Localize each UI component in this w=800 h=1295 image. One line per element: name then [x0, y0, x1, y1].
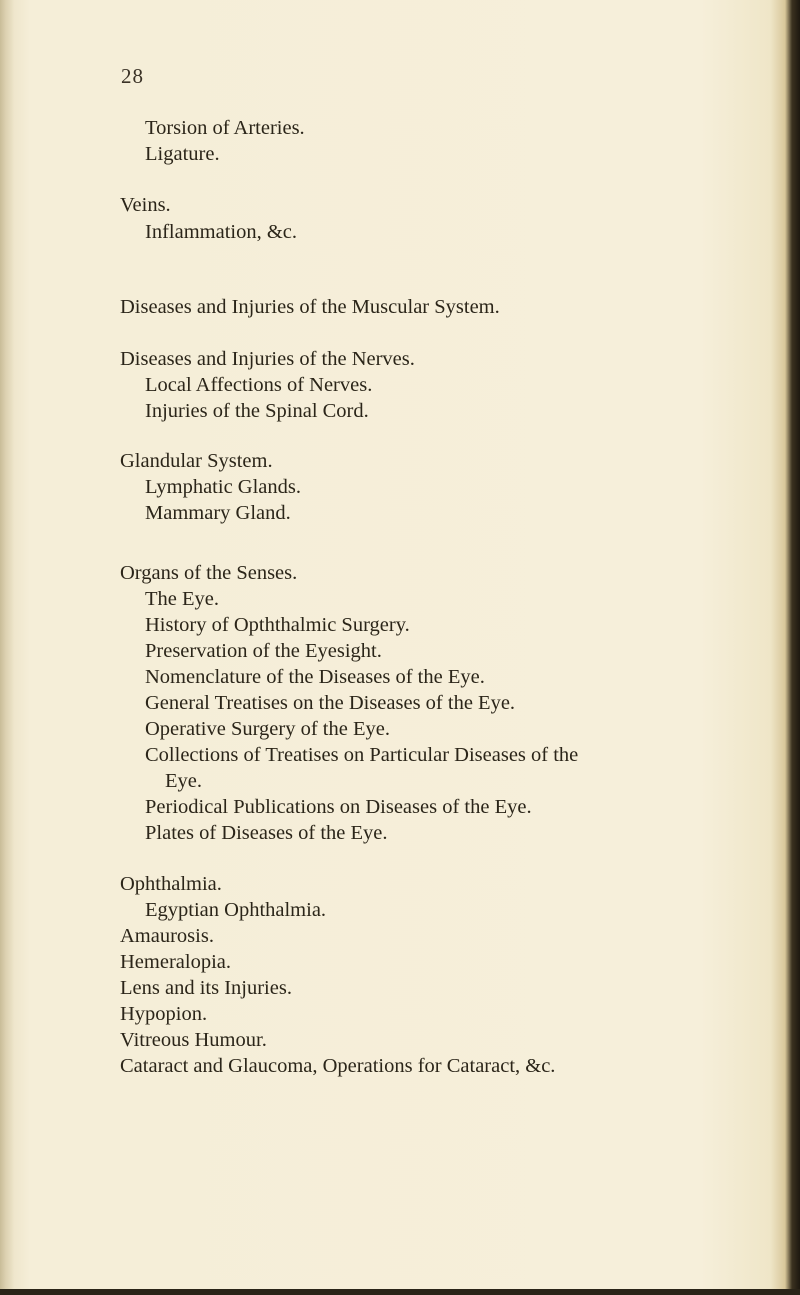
- heading-amaurosis: Amaurosis.: [120, 925, 214, 947]
- entry-plates-diseases-eye: Plates of Diseases of the Eye.: [145, 822, 388, 844]
- entry-lymphatic-glands: Lymphatic Glands.: [145, 476, 302, 498]
- heading-organs-of-senses: Organs of the Senses.: [120, 562, 298, 584]
- entry-torsion-of-arteries: Torsion of Arteries.: [145, 117, 305, 139]
- entry-collections-of-treatises: Collections of Treatises on Particular Diseases of the: [145, 744, 579, 766]
- entry-egyptian-ophthalmia: Egyptian Ophthalmia.: [145, 899, 327, 921]
- entry-collections-continuation: Eye.: [165, 770, 202, 792]
- entry-inflammation: Inflammation, &c.: [145, 221, 297, 243]
- heading-hemeralopia: Hemeralopia.: [120, 951, 231, 973]
- entry-periodical-publications: Periodical Publications on Diseases of the Eye.: [145, 796, 532, 818]
- heading-lens-injuries: Lens and its Injuries.: [120, 977, 292, 999]
- entry-spinal-cord: Injuries of the Spinal Cord.: [145, 400, 369, 422]
- heading-muscular-system: Diseases and Injuries of the Muscular System.: [120, 296, 500, 318]
- heading-cataract-glaucoma: Cataract and Glaucoma, Operations for Cataract, &c.: [120, 1055, 556, 1077]
- heading-vitreous-humour: Vitreous Humour.: [120, 1029, 267, 1051]
- heading-ophthalmia: Ophthalmia.: [120, 873, 222, 895]
- entry-preservation-eyesight: Preservation of the Eyesight.: [145, 640, 382, 662]
- entry-ligature: Ligature.: [145, 143, 220, 165]
- page-bottom-edge: [0, 1289, 800, 1295]
- entry-operative-surgery-eye: Operative Surgery of the Eye.: [145, 718, 390, 740]
- entry-general-treatises-eye: General Treatises on the Diseases of the Eye.: [145, 692, 516, 714]
- subheading-the-eye: The Eye.: [145, 588, 219, 610]
- entry-nomenclature-diseases-eye: Nomenclature of the Diseases of the Eye.: [145, 666, 485, 688]
- heading-nerves: Diseases and Injuries of the Nerves.: [120, 348, 415, 370]
- entry-local-affections-of-nerves: Local Affections of Nerves.: [145, 374, 373, 396]
- heading-glandular-system: Glandular System.: [120, 450, 273, 472]
- heading-veins: Veins.: [120, 194, 171, 216]
- heading-hypopion: Hypopion.: [120, 1003, 208, 1025]
- entry-history-ophthalmic-surgery: History of Opththalmic Surgery.: [145, 614, 410, 636]
- page-left-edge: [0, 0, 14, 1295]
- page-number: 28: [121, 64, 144, 88]
- entry-mammary-gland: Mammary Gland.: [145, 502, 291, 524]
